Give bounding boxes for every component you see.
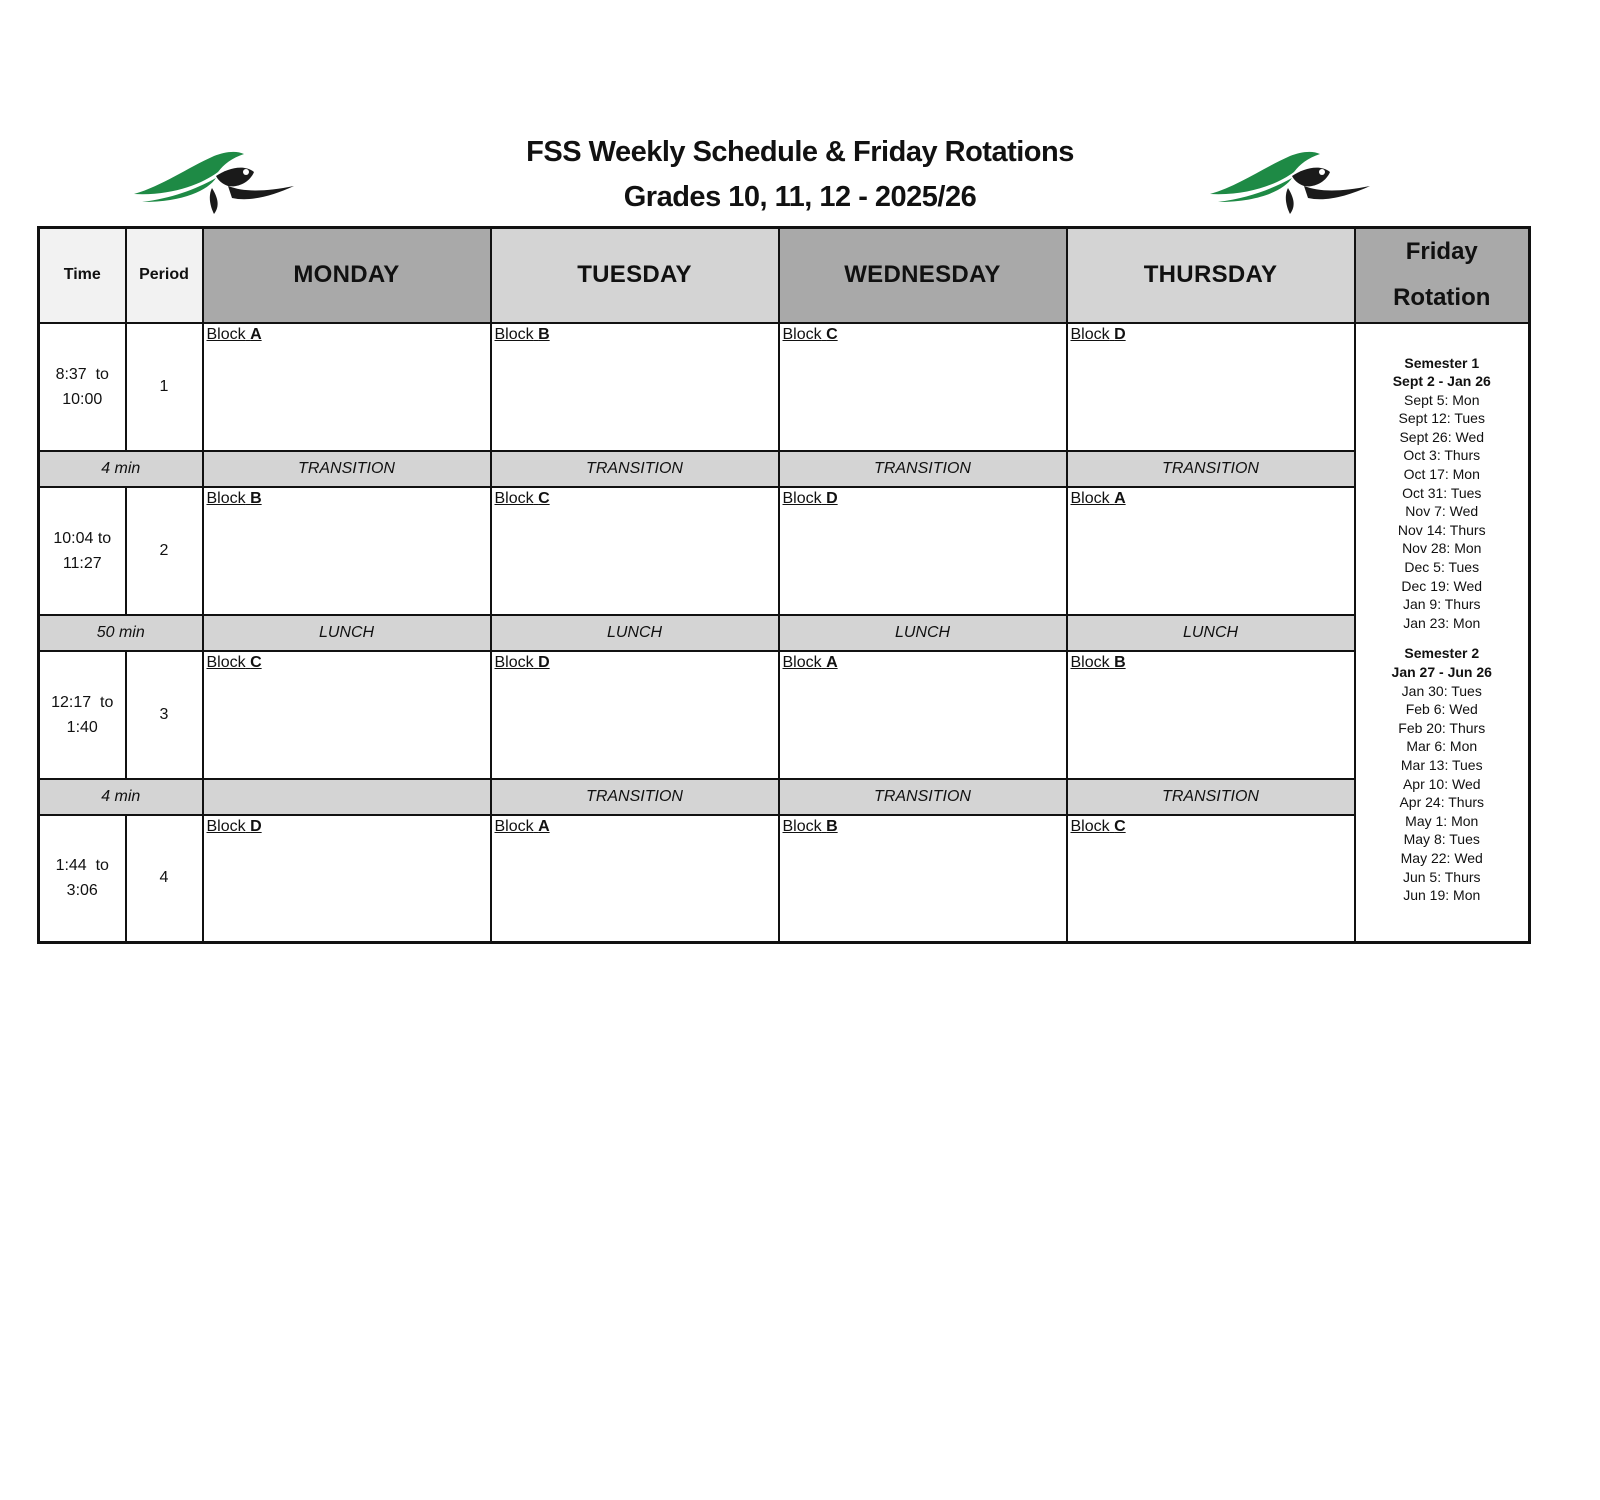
rotation-date: May 22: Wed <box>1400 849 1483 866</box>
block-cell-monday <box>203 323 491 451</box>
schedule-table <box>37 226 1531 944</box>
block-cell-tuesday <box>491 487 779 615</box>
block-cell-tuesday <box>491 651 779 779</box>
period-header: Period <box>126 228 203 323</box>
time-to: to <box>95 365 109 383</box>
period-number: 1 <box>126 323 203 451</box>
block-label: Block D <box>206 817 262 835</box>
transition-row <box>39 779 1530 815</box>
semester-1-range: Sept 2 - Jan 26 <box>1392 373 1491 390</box>
falcon-logo-right <box>1208 146 1373 216</box>
time-start: 12:17 <box>51 693 92 711</box>
header-row <box>39 228 1530 323</box>
gap-label: TRANSITION <box>491 451 779 487</box>
friday-header-line1: Friday <box>1405 238 1478 266</box>
transition-row <box>39 451 1530 487</box>
block-cell-thursday <box>1067 651 1355 779</box>
rotation-date: Jan 23: Mon <box>1403 614 1481 631</box>
semester-2-title: Semester 2 <box>1404 645 1480 662</box>
block-label: Block B <box>494 325 550 343</box>
rotation-date: Nov 28: Mon <box>1402 540 1482 557</box>
time-cell <box>39 651 126 779</box>
block-cell-monday <box>203 487 491 615</box>
rotation-date: Jan 9: Thurs <box>1402 596 1481 613</box>
block-label: Block A <box>782 653 838 671</box>
rotation-date: May 1: Mon <box>1405 812 1479 829</box>
time-to: to <box>100 693 114 711</box>
friday-rotation-header <box>1355 228 1530 323</box>
block-cell-wednesday <box>779 487 1067 615</box>
rotation-date: Sept 5: Mon <box>1404 391 1480 408</box>
block-cell-wednesday <box>779 323 1067 451</box>
day-header-monday: MONDAY <box>203 228 491 323</box>
block-label: Block C <box>1070 817 1126 835</box>
time-cell <box>39 815 126 943</box>
page-subtitle: Grades 10, 11, 12 - 2025/26 <box>623 181 977 213</box>
block-label: Block C <box>782 325 838 343</box>
time-start: 8:37 <box>55 365 87 383</box>
block-cell-wednesday <box>779 651 1067 779</box>
lunch-row <box>39 615 1530 651</box>
block-cell-monday <box>203 815 491 943</box>
block-label: Block D <box>494 653 550 671</box>
time-start: 1:44 <box>55 857 87 875</box>
semester-1-title: Semester 1 <box>1404 354 1480 371</box>
gap-label <box>203 779 491 815</box>
block-label: Block D <box>1070 325 1126 343</box>
period-number: 4 <box>126 815 203 943</box>
gap-duration: 50 min <box>39 615 203 651</box>
time-to: to <box>97 529 112 547</box>
rotation-date: Mar 13: Tues <box>1400 756 1483 773</box>
block-cell-monday <box>203 651 491 779</box>
rotation-date: Oct 31: Tues <box>1402 484 1482 501</box>
time-header: Time <box>39 228 126 323</box>
block-cell-thursday <box>1067 815 1355 943</box>
gap-label: LUNCH <box>779 615 1067 651</box>
rotation-date: Apr 24: Thurs <box>1399 794 1485 811</box>
block-cell-thursday <box>1067 487 1355 615</box>
rotation-date: Sept 12: Tues <box>1398 410 1485 427</box>
rotation-date: Nov 7: Wed <box>1405 503 1479 520</box>
block-label: Block B <box>206 489 262 507</box>
rotation-date: Dec 19: Wed <box>1401 577 1483 594</box>
block-label: Block B <box>782 817 838 835</box>
day-header-tuesday: TUESDAY <box>491 228 779 323</box>
block-cell-tuesday <box>491 815 779 943</box>
block-label: Block A <box>206 325 262 343</box>
period-row-2 <box>39 487 1530 615</box>
rotation-date: Jan 30: Tues <box>1401 682 1482 699</box>
gap-label: TRANSITION <box>779 451 1067 487</box>
page-title: FSS Weekly Schedule & Friday Rotations <box>526 136 1074 168</box>
block-label: Block C <box>494 489 550 507</box>
time-end: 10:00 <box>62 390 103 408</box>
block-cell-wednesday <box>779 815 1067 943</box>
rotation-date: Jun 5: Thurs <box>1402 868 1481 885</box>
time-cell <box>39 323 126 451</box>
rotation-date: Nov 14: Thurs <box>1397 521 1486 538</box>
block-label: Block A <box>1070 489 1126 507</box>
time-cell <box>39 487 126 615</box>
period-row-3 <box>39 651 1530 779</box>
page-header <box>0 128 1600 224</box>
rotation-date: Sept 26: Wed <box>1399 428 1485 445</box>
block-cell-tuesday <box>491 323 779 451</box>
gap-duration: 4 min <box>39 779 203 815</box>
time-end: 3:06 <box>66 882 98 900</box>
block-cell-thursday <box>1067 323 1355 451</box>
friday-rotation-list <box>1355 323 1530 943</box>
rotation-date: May 8: Tues <box>1403 831 1480 848</box>
rotation-date: Apr 10: Wed <box>1402 775 1481 792</box>
gap-duration: 4 min <box>39 451 203 487</box>
time-start: 10:04 <box>53 529 94 547</box>
gap-label: LUNCH <box>491 615 779 651</box>
block-label: Block B <box>1070 653 1126 671</box>
block-label: Block A <box>494 817 550 835</box>
day-header-thursday: THURSDAY <box>1067 228 1355 323</box>
gap-label: TRANSITION <box>779 779 1067 815</box>
period-row-1 <box>39 323 1530 451</box>
period-row-4 <box>39 815 1530 943</box>
period-number: 2 <box>126 487 203 615</box>
time-end: 11:27 <box>62 554 102 572</box>
rotation-date: Oct 3: Thurs <box>1403 447 1481 464</box>
gap-label: TRANSITION <box>203 451 491 487</box>
friday-header-line2: Rotation <box>1393 284 1491 312</box>
time-to: to <box>95 857 109 875</box>
gap-label: LUNCH <box>203 615 491 651</box>
gap-label: TRANSITION <box>491 779 779 815</box>
rotation-date: Feb 6: Wed <box>1405 701 1478 718</box>
rotation-date: Feb 20: Thurs <box>1398 719 1486 736</box>
gap-label: TRANSITION <box>1067 779 1355 815</box>
rotation-date: Jun 19: Mon <box>1403 887 1481 904</box>
gap-label: TRANSITION <box>1067 451 1355 487</box>
block-label: Block D <box>782 489 838 507</box>
rotation-date: Oct 17: Mon <box>1403 466 1480 483</box>
day-header-wednesday: WEDNESDAY <box>779 228 1067 323</box>
period-number: 3 <box>126 651 203 779</box>
semester-2-range: Jan 27 - Jun 26 <box>1391 664 1492 680</box>
time-end: 1:40 <box>66 718 98 736</box>
rotation-date: Dec 5: Tues <box>1404 559 1480 576</box>
gap-label: LUNCH <box>1067 615 1355 651</box>
rotation-date: Mar 6: Mon <box>1406 738 1478 755</box>
block-label: Block C <box>206 653 262 671</box>
